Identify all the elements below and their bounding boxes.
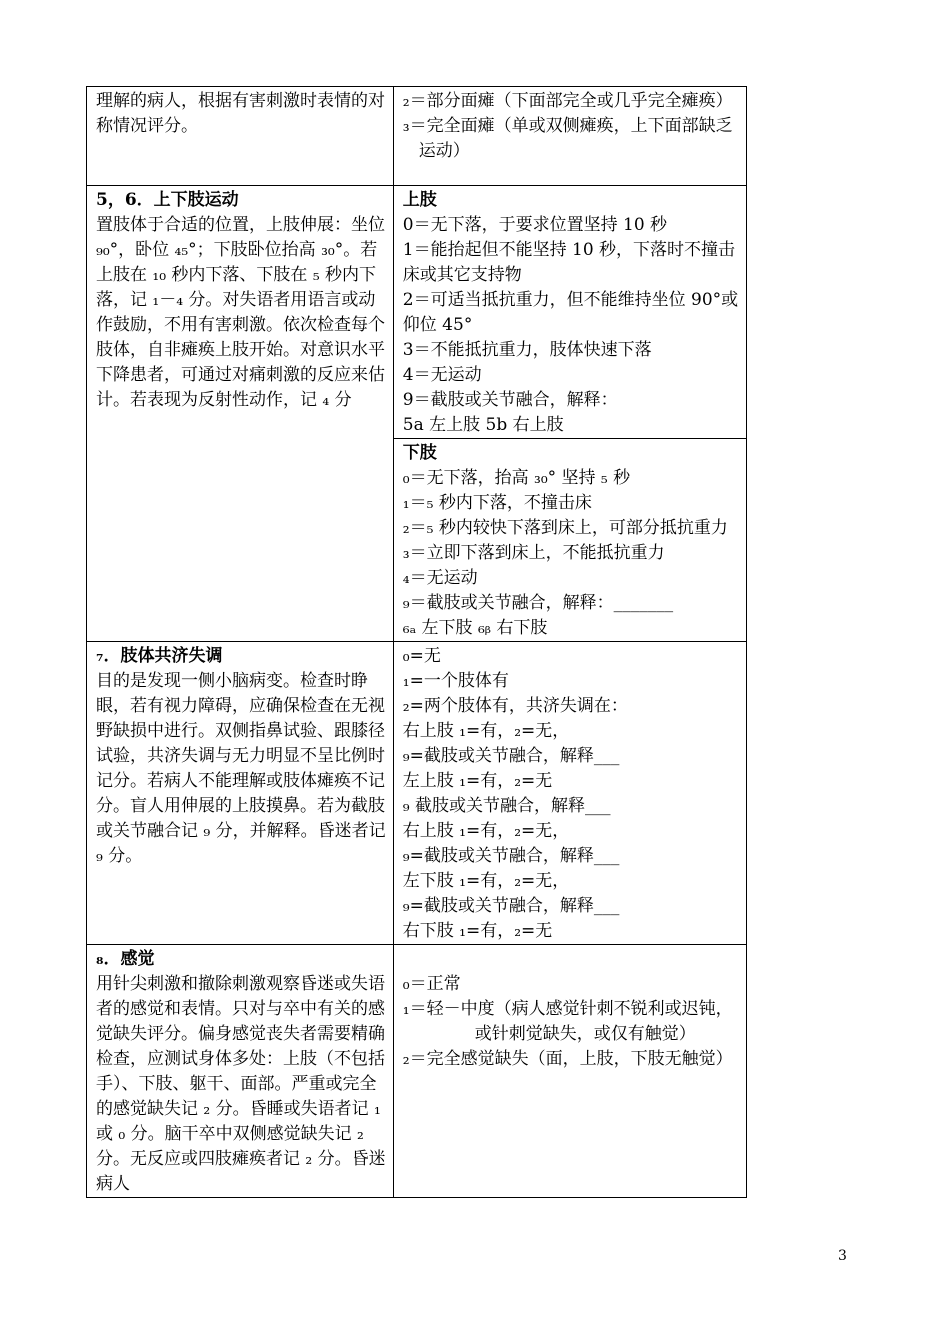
ataxia-score-2: ₂=两个肢体有，共济失调在： bbox=[402, 696, 628, 716]
sensory-score-1: ₁＝轻－中度（病人感觉针刺不锐利或迟钝，或针刺觉缺失，或仅有触觉） bbox=[402, 999, 733, 1044]
upper-limb-score-3: 3＝不能抵抗重力，肢体快速下落 bbox=[402, 340, 652, 360]
lower-limb-score-4: ₄＝无运动 bbox=[402, 568, 478, 588]
lower-limb-title: 下肢 bbox=[402, 443, 437, 463]
ataxia-right-upper-9: ₉=截肢或关节融合，解释___ bbox=[402, 746, 620, 766]
upper-limb-score-4: 4＝无运动 bbox=[402, 365, 482, 385]
ataxia-right-lower: 右下肢 ₁=有，₂=无 bbox=[402, 921, 553, 941]
ataxia-scores-cell bbox=[393, 642, 746, 945]
sensory-score-2: ₂＝完全感觉缺失（面，上肢，下肢无触觉） bbox=[402, 1049, 733, 1069]
upper-limb-score-0: 0＝无下落，于要求位置坚持 10 秒 bbox=[402, 215, 668, 235]
ataxia-right-upper: 右上肢 ₁=有，₂=无， bbox=[402, 721, 570, 741]
upper-limb-scores-cell bbox=[393, 186, 746, 439]
upper-limb-title: 上肢 bbox=[402, 190, 437, 210]
lower-limb-sides: ₆ₐ 左下肢 ₆ᵦ 右下肢 bbox=[402, 618, 548, 638]
table-row-ataxia bbox=[87, 642, 747, 945]
table-row-sensory bbox=[87, 945, 747, 1198]
facial-instructions-cell bbox=[87, 87, 394, 186]
ataxia-left-lower-9: ₉=截肢或关节融合，解释___ bbox=[402, 896, 620, 916]
ataxia-left-lower: 左下肢 ₁=有，₂=无， bbox=[402, 871, 570, 891]
sensory-heading: ₈．感觉 bbox=[96, 949, 155, 969]
lower-limb-score-3: ₃＝立即下落到床上，不能抵抗重力 bbox=[402, 543, 665, 563]
ataxia-instructions-text: 目的是发现一侧小脑病变。检查时睁眼，若有视力障碍，应确保检查在无视野缺损中进行。双侧指鼻试验、跟膝径试验，共济失调与无力明显不呈比例时记分。若病人不能理解或肢体瘫痪不记分。盲人用伸展的上肢摸鼻。若为截肢或关节融合记 ₉ 分，并解释。昏迷者记 ₉ 分。 bbox=[96, 671, 386, 866]
page-number: 3 bbox=[838, 1248, 847, 1264]
table-row-limb-motor-upper bbox=[87, 186, 747, 439]
ataxia-heading: ₇．肢体共济失调 bbox=[96, 646, 223, 666]
sensory-scores-cell bbox=[393, 945, 746, 1198]
upper-limb-score-1: 1＝能抬起但不能坚持 10 秒，下落时不撞击床或其它支持物 bbox=[402, 240, 736, 285]
nihss-table bbox=[86, 86, 747, 1198]
limb-motor-instructions-text: 置肢体于合适的位置，上肢伸展：坐位 ₉₀°，卧位 ₄₅°；下肢卧位抬高 ₃₀°。若上肢在 ₁₀ 秒内下落、下肢在 ₅ 秒内下落，记 ₁－₄ 分。对失语者用语言或动作鼓励，不用有害刺激。依次检查每个肢体，自非瘫痪上肢开始。对意识水平下降患者，可通过对痛刺激的反应来估计。若表现为反射性动作，记 ₄ 分 bbox=[96, 215, 385, 410]
sensory-spacer bbox=[403, 947, 740, 972]
sensory-score-0: ₀＝正常 bbox=[402, 974, 461, 994]
sensory-instructions-cell bbox=[87, 945, 394, 1198]
facial-instructions-text: 理解的病人，根据有害刺激时表情的对称情况评分。 bbox=[96, 91, 385, 136]
lower-limb-score-0: ₀＝无下落，抬高 ₃₀° 坚持 ₅ 秒 bbox=[402, 468, 631, 488]
limb-motor-heading: 5，6．上下肢运动 bbox=[96, 190, 239, 210]
lower-limb-score-1: ₁＝₅ 秒内下落，不撞击床 bbox=[402, 493, 592, 513]
facial-score-2: ₂＝部分面瘫（下面部完全或几乎完全瘫痪） bbox=[402, 91, 733, 111]
ataxia-left-upper-9: ₉ 截肢或关节融合，解释___ bbox=[402, 796, 611, 816]
upper-limb-sides: 5a 左上肢 5b 右上肢 bbox=[402, 415, 564, 435]
lower-limb-score-9: ₉＝截肢或关节融合，解释：_______ bbox=[402, 593, 674, 613]
ataxia-right-upper-2: 右上肢 ₁=有，₂=无， bbox=[402, 821, 570, 841]
ataxia-left-upper: 左上肢 ₁=有，₂=无 bbox=[402, 771, 553, 791]
lower-limb-scores-cell bbox=[393, 439, 746, 642]
ataxia-score-1: ₁=一个肢体有 bbox=[402, 671, 509, 691]
lower-limb-score-2: ₂＝₅ 秒内较快下落到床上，可部分抵抗重力 bbox=[402, 518, 728, 538]
ataxia-instructions-cell bbox=[87, 642, 394, 945]
upper-limb-score-9: 9＝截肢或关节融合，解释： bbox=[402, 390, 618, 410]
ataxia-right-upper-2-9: ₉=截肢或关节融合，解释___ bbox=[402, 846, 620, 866]
facial-score-3: ₃＝完全面瘫（单或双侧瘫痪，上下面部缺乏运动） bbox=[402, 116, 733, 161]
ataxia-score-0: ₀=无 bbox=[402, 646, 441, 666]
upper-limb-score-2: 2＝可适当抵抗重力，但不能维持坐位 90°或仰位 45° bbox=[402, 290, 739, 335]
limb-motor-instructions-cell bbox=[87, 186, 394, 642]
facial-scores-cell bbox=[393, 87, 746, 186]
sensory-instructions-text: 用针尖刺激和撤除刺激观察昏迷或失语者的感觉和表情。只对与卒中有关的感觉缺失评分。偏身感觉丧失者需要精确检查，应测试身体多处：上肢（不包括手）、下肢、躯干、面部。严重或完全的感觉缺失记 ₂ 分。昏睡或失语者记 ₁ 或 ₀ 分。脑干卒中双侧感觉缺失记 ₂ 分。无反应或四肢瘫痪者记 ₂ 分。昏迷病人 bbox=[96, 974, 386, 1194]
table-row-facial bbox=[87, 87, 747, 186]
